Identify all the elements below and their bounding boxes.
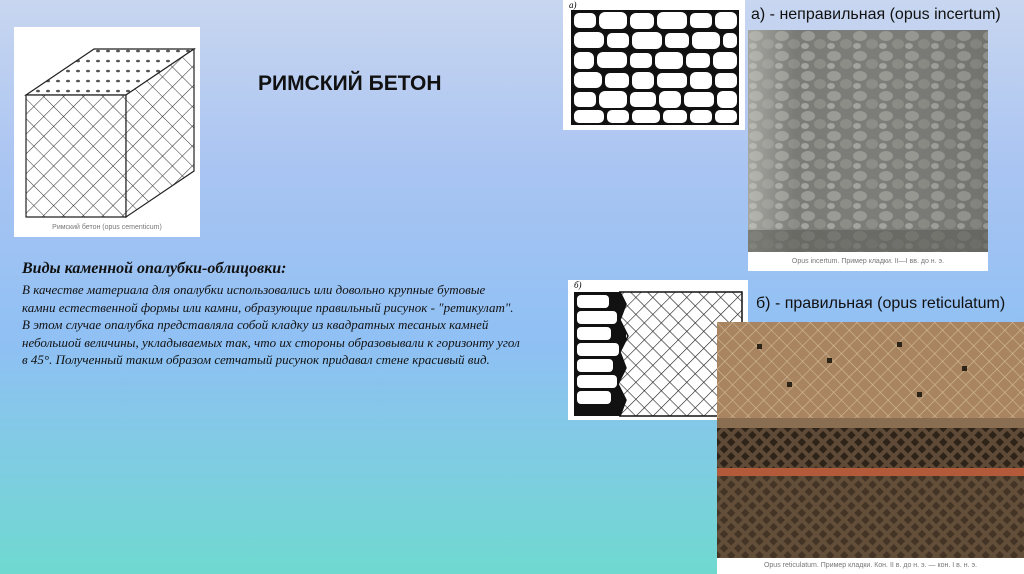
photo-a-caption: Opus incertum. Пример кладки. II—I вв. до н. э. [791, 258, 945, 265]
photo-opus-incertum [748, 30, 988, 271]
section-heading: Виды каменной опалубки-облицовки: [22, 260, 287, 277]
sketch-b-letter: б) [574, 280, 582, 290]
label-opus-incertum: а) - неправильная (opus incertum) [751, 6, 1001, 23]
concrete-illustration [14, 27, 200, 237]
concrete-caption: Римский бетон (opus cementicum) [52, 224, 162, 231]
slide-title: РИМСКИЙ БЕТОН [258, 72, 442, 95]
label-opus-reticulatum: б) - правильная (opus reticulatum) [756, 295, 1006, 312]
body-paragraph: В качестве материала для опалубки использовались или довольно крупные бутовые камни естественной формы или камни, образующие правильный рисунок - "ретикулат". В этом случае опалубка представляла собой кладку из квадратных тесаных камней небольшой величины, укладываемых так, что их стороны образовывали к горизонту угол в 45°. Полученный таким образом сетчатый рисунок придавал стене красивый вид. [22, 282, 520, 367]
photo-b-caption: Opus reticulatum. Пример кладки. Кон. II в. до н. э. — кон. I в. н. э. [763, 562, 978, 569]
sketch-opus-incertum [563, 0, 745, 130]
sketch-a-letter: а) [569, 0, 577, 10]
photo-opus-reticulatum [717, 322, 1024, 574]
